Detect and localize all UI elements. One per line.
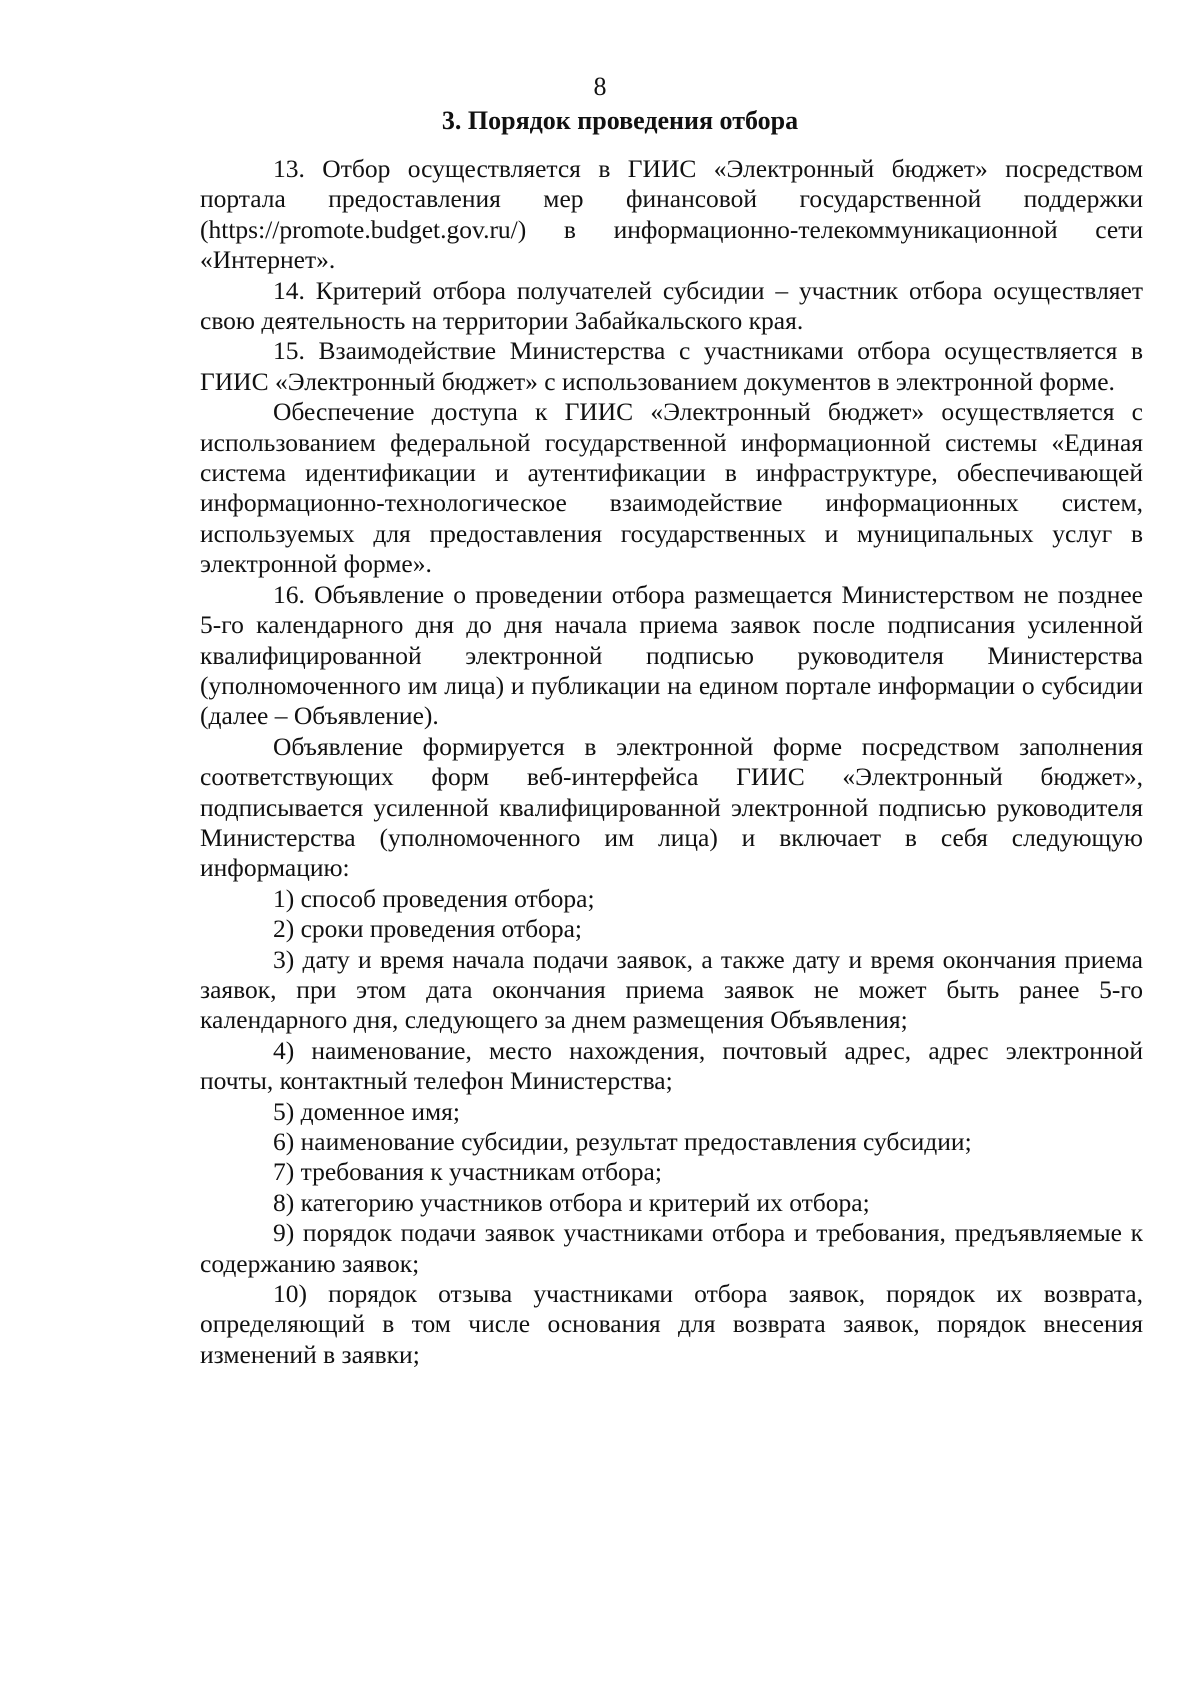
document-body <box>200 154 1143 1370</box>
list-item: 2) сроки проведения отбора; <box>273 914 582 944</box>
paragraph-14: 14. Критерий отбора получателей субсидии – участник отбора осуществляет свою деятельность на территории Забайкальского края. <box>200 275 1143 336</box>
list-item: 9) порядок подачи заявок участниками отбора и требования, предъявляемые к содержанию заявок; <box>200 1218 1143 1278</box>
paragraph-16: 16. Объявление о проведении отбора размещается Министерством не позднее 5-го календарного дня до дня начала приема заявок после подписания усиленной квалифицированной электронной подписью руководителя Министерства (уполномоченного им лица) и публикации на едином портале информации о субсидии (далее – Объявление). <box>200 579 1143 731</box>
list-item: 8) категорию участников отбора и критерий их отбора; <box>273 1187 870 1217</box>
section-heading: 3. Порядок проведения отбора <box>441 106 799 135</box>
list-item: 1) способ проведения отбора; <box>273 883 595 913</box>
list-item: 10) порядок отзыва участниками отбора заявок, порядок их возврата, определяющий в том числе основания для возврата заявок, порядок внесения изменений в заявки; <box>200 1279 1143 1369</box>
page-number: 8 <box>593 72 607 101</box>
paragraph-access: Обеспечение доступа к ГИИС «Электронный бюджет» осуществляется с использованием федеральной государственной информационной системы «Единая система идентификации и аутентификации в инфраструктуре, обеспечивающей информационно-технологическое взаимодействие информационных систем, используемых для предоставления государственных и муниципальных услуг в электронной форме». <box>200 397 1143 579</box>
list-item: 5) доменное имя; <box>273 1096 460 1126</box>
paragraph-announcement: Объявление формируется в электронной форме посредством заполнения соответствующих форм веб-интерфейса ГИИС «Электронный бюджет», подписывается усиленной квалифицированной электронной подписью руководителя Министерства (уполномоченного им лица) и включает в себя следующую информацию: <box>200 731 1143 883</box>
paragraph-13: 13. Отбор осуществляется в ГИИС «Электронный бюджет» посредством портала предоставления мер финансовой государственной поддержки (https://promote.budget.gov.ru/) в информационно-телекоммуникационной сети «Интернет». <box>200 154 1143 275</box>
list-item: 7) требования к участникам отбора; <box>273 1157 662 1187</box>
paragraph-15: 15. Взаимодействие Министерства с участниками отбора осуществляется в ГИИС «Электронный бюджет» с использованием документов в электронной форме. <box>200 336 1143 396</box>
list-item: 4) наименование, место нахождения, почтовый адрес, адрес электронной почты, контактный телефон Министерства; <box>200 1035 1143 1096</box>
list-item: 3) дату и время начала подачи заявок, а также дату и время окончания приема заявок, при этом дата окончания приема заявок не может быть ранее 5-го календарного дня, следующего за днем размещения Объявления; <box>200 944 1143 1035</box>
list-item: 6) наименование субсидии, результат предоставления субсидии; <box>273 1127 972 1156</box>
